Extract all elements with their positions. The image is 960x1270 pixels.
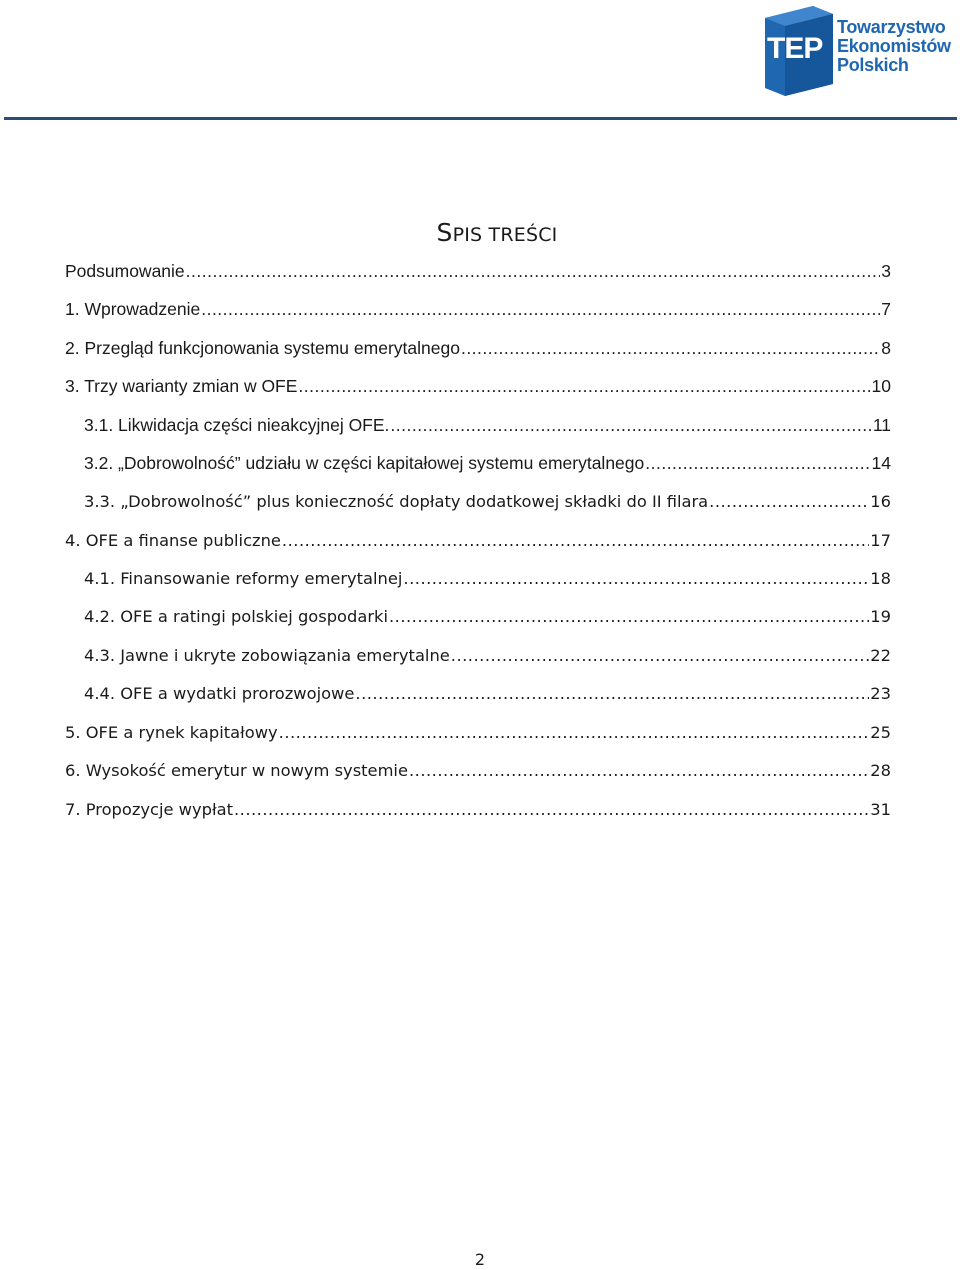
toc-entry-label: 5. OFE a rynek kapitałowy <box>65 723 278 742</box>
toc-entry-label: 4.4. OFE a wydatki prorozwojowe <box>84 684 355 703</box>
page-number: 2 <box>474 1250 486 1269</box>
toc-leader <box>298 373 870 399</box>
toc-entry-label: 1. Wprowadzenie <box>65 299 201 319</box>
toc-entry-page: 7 <box>881 299 891 319</box>
toc-entry[interactable] <box>84 566 891 592</box>
toc-entry-label: 3.1. Likwidacja części nieakcyjnej OFE. <box>84 415 390 435</box>
toc-entry[interactable] <box>65 296 891 322</box>
toc-entry-page: 11 <box>872 415 891 435</box>
toc-entry-page: 28 <box>870 761 891 780</box>
toc-entry-page: 17 <box>870 531 891 550</box>
toc-entry-label: 4.2. OFE a ratingi polskiej gospodarki <box>84 607 388 626</box>
toc-entry-label: 6. Wysokość emerytur w nowym systemie <box>65 761 408 780</box>
logo-line-3: Polskich <box>837 55 909 75</box>
toc-entry[interactable] <box>84 643 891 669</box>
toc-entry-page: 25 <box>870 723 891 742</box>
toc-entry-page: 8 <box>881 338 891 358</box>
toc-entry-page: 22 <box>870 646 891 665</box>
logo-wordmark <box>837 18 951 75</box>
toc-entry-page: 16 <box>870 492 891 511</box>
header-rule <box>4 117 957 120</box>
toc-leader <box>709 489 869 515</box>
toc-entry[interactable] <box>65 528 891 554</box>
toc-entry[interactable] <box>84 412 891 438</box>
toc-leader <box>645 450 870 476</box>
toc-leader <box>234 797 869 823</box>
toc-entry-label: 7. Propozycje wypłat <box>65 800 233 819</box>
logo-line-1: Towarzystwo <box>837 17 946 37</box>
toc-entry-page: 19 <box>870 607 891 626</box>
toc-leader <box>282 528 869 554</box>
toc-entry-label: 4. OFE a finanse publiczne <box>65 531 281 550</box>
toc-leader <box>186 258 881 284</box>
toc-entry[interactable] <box>65 720 891 746</box>
toc-leader <box>390 412 871 438</box>
toc-leader <box>355 681 869 707</box>
toc-entry-page: 14 <box>871 453 891 473</box>
toc-leader <box>451 643 870 669</box>
toc-title <box>0 218 960 247</box>
toc-entry[interactable] <box>84 450 891 476</box>
toc-entry-label: 4.1. Finansowanie reformy emerytalnej <box>84 569 403 588</box>
toc-entry-label: 3.2. „Dobrowolność” udziału w części kapitałowej systemu emerytalnego <box>84 453 645 473</box>
toc-entry-label: 4.3. Jawne i ukryte zobowiązania emerytalne <box>84 646 450 665</box>
toc-entry-label: 2. Przegląd funkcjonowania systemu emerytalnego <box>65 338 460 358</box>
toc-entry-page: 10 <box>871 376 891 396</box>
toc-entry[interactable] <box>84 489 891 515</box>
toc-entry-label: 3. Trzy warianty zmian w OFE <box>65 376 298 396</box>
toc-entry-label: Podsumowanie <box>65 261 185 281</box>
toc-entry-page: 23 <box>870 684 891 703</box>
toc-leader <box>403 566 869 592</box>
toc-entry-page: 18 <box>870 569 891 588</box>
logo-abbreviation: TEP <box>767 32 823 65</box>
toc-leader <box>279 720 870 746</box>
toc-entry[interactable] <box>65 335 891 361</box>
toc-entry[interactable] <box>84 604 891 630</box>
page-header <box>0 0 960 124</box>
toc-entry-label: 3.3. „Dobrowolność” plus konieczność dopłaty dodatkowej składki do II filara <box>84 492 709 511</box>
logo-line-2: Ekonomistów <box>837 36 951 56</box>
toc-entry[interactable] <box>84 681 891 707</box>
toc-title-rest: PIS TREŚCI <box>452 224 558 246</box>
toc-entry[interactable] <box>65 373 891 399</box>
toc-title-initial: S <box>436 218 453 247</box>
toc-entry-page: 3 <box>881 261 891 281</box>
toc-leader <box>389 604 869 630</box>
toc-leader <box>409 758 869 784</box>
tep-logo <box>761 4 957 98</box>
toc-entry[interactable] <box>65 758 891 784</box>
toc-entry-page: 31 <box>870 800 891 819</box>
toc-entry[interactable] <box>65 258 891 284</box>
toc-leader <box>201 296 880 322</box>
toc-entry[interactable] <box>65 797 891 823</box>
toc-leader <box>461 335 880 361</box>
